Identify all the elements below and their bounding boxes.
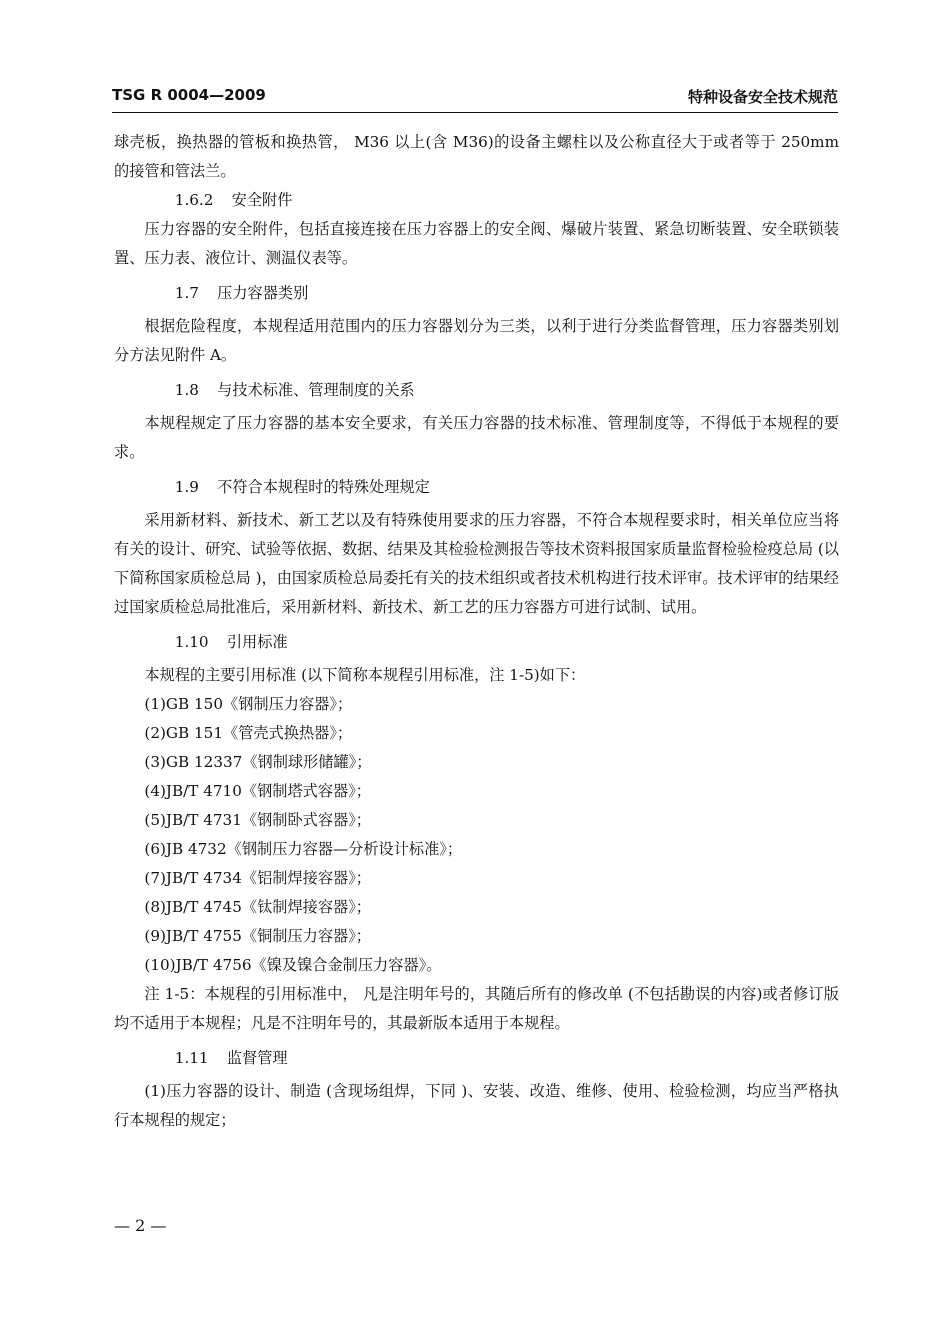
page-content bbox=[114, 128, 839, 1135]
section-title: 压力容器类别 bbox=[217, 284, 309, 302]
standard-item: (1)GB 150《钢制压力容器》； bbox=[144, 695, 353, 713]
section-title: 不符合本规程时的特殊处理规定 bbox=[217, 478, 430, 496]
spec-code: TSG R 0004—2009 bbox=[112, 86, 266, 104]
standard-item: (7)JB/T 4734《铝制焊接容器》； bbox=[144, 869, 371, 887]
note-1-5: 注 1-5：本规程的引用标准中， 凡是注明年号的，其随后所有的修改单 (不包括勘误的内容)或者修订版均不适用于本规程；凡是不注明年号的，其最新版本适用于本规程。 bbox=[114, 985, 839, 1032]
standard-item: (9)JB/T 4755《铜制压力容器》； bbox=[144, 927, 371, 945]
paragraph-1-6-2: 压力容器的安全附件，包括直接连接在压力容器上的安全阀、爆破片装置、紧急切断装置、安全联锁装置、压力表、液位计、测温仪表等。 bbox=[114, 220, 839, 267]
standard-item: (10)JB/T 4756《镍及镍合金制压力容器》。 bbox=[144, 956, 442, 974]
standard-item: (2)GB 151《管壳式换热器》； bbox=[144, 724, 353, 742]
paragraph-continued: 球壳板，换热器的管板和换热管， M36 以上(含 M36)的设备主螺柱以及公称直径大于或者等于 250mm 的接管和管法兰。 bbox=[114, 133, 839, 180]
section-number: 1.7 bbox=[174, 284, 199, 302]
section-heading-1-11 bbox=[114, 1044, 839, 1073]
section-heading-1-7 bbox=[114, 279, 839, 308]
section-number: 1.9 bbox=[174, 478, 199, 496]
section-heading-1-10 bbox=[114, 628, 839, 657]
section-title: 引用标准 bbox=[226, 633, 288, 651]
page-header bbox=[112, 86, 838, 110]
page-number: — 2 — bbox=[114, 1216, 167, 1235]
section-title: 安全附件 bbox=[231, 191, 293, 209]
section-heading-1-9 bbox=[114, 473, 839, 502]
section-number: 1.10 bbox=[174, 633, 209, 651]
paragraph-1-10: 本规程的主要引用标准 (以下简称本规程引用标准，注 1-5)如下： bbox=[144, 666, 586, 684]
standard-item: (8)JB/T 4745《钛制焊接容器》； bbox=[144, 898, 371, 916]
section-heading-1-8 bbox=[114, 376, 839, 405]
header-divider bbox=[112, 112, 838, 113]
paragraph-1-9: 采用新材料、新技术、新工艺以及有特殊使用要求的压力容器，不符合本规程要求时，相关单位应当将有关的设计、研究、试验等依据、数据、结果及其检验检测报告等技术资料报国家质量监督检验检疫总局 (以下简称国家质检总局 )，由国家质检总局委托有关的技术组织或者技术机构进行技术评审。技术评审的结果经过国家质检总局批准后，采用新材料、新技术、新工艺的压力容器方可进行试制、试用。 bbox=[114, 511, 839, 616]
section-heading-1-6-2 bbox=[114, 186, 839, 215]
standard-item: (4)JB/T 4710《钢制塔式容器》； bbox=[144, 782, 371, 800]
standard-item: (3)GB 12337《钢制球形储罐》； bbox=[144, 753, 372, 771]
section-number: 1.11 bbox=[174, 1049, 209, 1067]
section-number: 1.6.2 bbox=[174, 191, 214, 209]
standard-item: (5)JB/T 4731《钢制卧式容器》； bbox=[144, 811, 371, 829]
section-number: 1.8 bbox=[174, 381, 199, 399]
standard-item: (6)JB 4732《钢制压力容器—分析设计标准》； bbox=[144, 840, 463, 858]
section-title: 与技术标准、管理制度的关系 bbox=[217, 381, 415, 399]
paragraph-1-11: (1)压力容器的设计、制造 (含现场组焊，下同 )、安装、改造、维修、使用、检验检测，均应当严格执行本规程的规定； bbox=[114, 1082, 839, 1129]
section-title: 监督管理 bbox=[226, 1049, 288, 1067]
spec-title: 特种设备安全技术规范 bbox=[687, 88, 838, 106]
paragraph-1-8: 本规程规定了压力容器的基本安全要求，有关压力容器的技术标准、管理制度等，不得低于本规程的要求。 bbox=[114, 414, 839, 461]
paragraph-1-7: 根据危险程度，本规程适用范围内的压力容器划分为三类，以利于进行分类监督管理，压力容器类别划分方法见附件 A。 bbox=[114, 317, 839, 364]
